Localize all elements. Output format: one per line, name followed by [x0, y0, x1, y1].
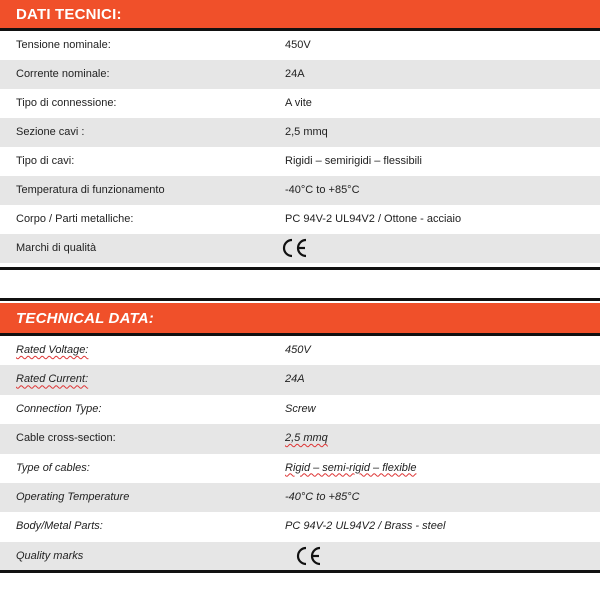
- section-divider: [0, 570, 600, 573]
- table-row: [0, 31, 600, 60]
- section-header: [0, 0, 600, 31]
- dati-tecnici-section: [0, 0, 600, 263]
- ce-mark-icon: [281, 237, 309, 259]
- row-value: 24A: [285, 373, 305, 386]
- row-value: Screw: [285, 402, 316, 415]
- row-value: Rigidi – semirigidi – flessibili: [285, 155, 422, 167]
- table-row: [0, 512, 600, 541]
- row-value: 24A: [285, 68, 305, 80]
- row-label: Marchi di qualità: [16, 242, 97, 254]
- table-row: [0, 483, 600, 512]
- row-value: PC 94V-2 UL94V2 / Brass - steel: [285, 520, 446, 533]
- section-title: DATI TECNICI:: [16, 6, 122, 23]
- table-row: [0, 395, 600, 424]
- section-title: TECHNICAL DATA:: [16, 310, 154, 327]
- table-row: [0, 89, 600, 118]
- table-row: [0, 454, 600, 483]
- row-value: A vite: [285, 97, 312, 109]
- table-row: [0, 365, 600, 394]
- row-label: Temperatura di funzionamento: [16, 184, 165, 196]
- table-row: [0, 234, 600, 263]
- table-row: [0, 147, 600, 176]
- table-row: [0, 118, 600, 147]
- row-label: Tipo di connessione:: [16, 97, 117, 109]
- row-value: -40°C to +85°C: [285, 184, 360, 196]
- row-label: Sezione cavi :: [16, 126, 85, 138]
- technical-data-section: [0, 303, 600, 571]
- section-divider: [0, 298, 600, 301]
- table-row: [0, 176, 600, 205]
- row-label: Cable cross-section:: [16, 432, 116, 445]
- row-value: 2,5 mmq: [285, 432, 328, 445]
- row-label: Rated Voltage:: [16, 344, 89, 356]
- ce-mark-icon: [295, 545, 323, 567]
- row-value: 2,5 mmq: [285, 126, 328, 138]
- row-label: Corrente nominale:: [16, 68, 110, 80]
- row-value: 450V: [285, 344, 311, 356]
- row-label: Quality marks: [16, 549, 84, 562]
- table-row: [0, 205, 600, 234]
- row-label: Tipo di cavi:: [16, 155, 75, 167]
- row-label: Connection Type:: [16, 402, 102, 415]
- row-label: Corpo / Parti metalliche:: [16, 213, 134, 225]
- row-value: Rigid – semi-rigid – flexible: [285, 461, 417, 474]
- row-label: Operating Temperature: [16, 490, 130, 503]
- table-row: [0, 60, 600, 89]
- row-label: Body/Metal Parts:: [16, 520, 103, 533]
- row-value: 450V: [285, 39, 311, 51]
- row-value: PC 94V-2 UL94V2 / Ottone - acciaio: [285, 213, 462, 225]
- table-row: [0, 336, 600, 365]
- section-header: [0, 303, 600, 336]
- row-label: Rated Current:: [16, 373, 89, 386]
- row-label: Type of cables:: [16, 461, 90, 474]
- section-divider: [0, 267, 600, 270]
- row-value: -40°C to +85°C: [285, 490, 360, 503]
- table-row: [0, 424, 600, 453]
- row-label: Tensione nominale:: [16, 39, 111, 51]
- table-row: [0, 542, 600, 571]
